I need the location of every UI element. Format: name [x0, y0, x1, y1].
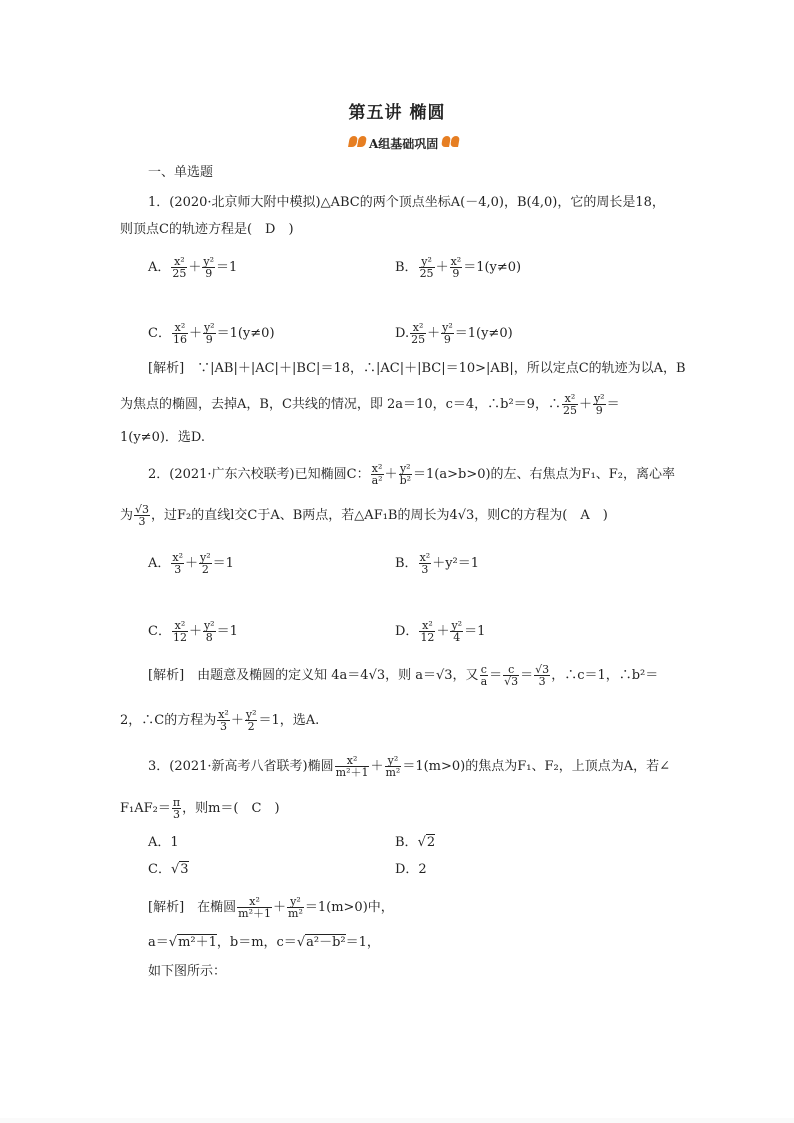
q3-stem-line1: 3．(2021·新高考八省联考)椭圆 $\frac{\text{x²}}{\text{m²＋1}}$ ＋ $\frac{\text{y²}}{\text{m²}}$ ＝1(m>0)的焦点为F₁、F₂，上顶点为A，若∠: [148, 754, 670, 779]
section-badge: [346, 133, 461, 153]
q3-solution-line3: 如下图所示：: [148, 964, 227, 979]
page-bottom-edge: [0, 1118, 794, 1123]
page-title: 第五讲 椭圆: [348, 103, 446, 123]
q3-solution-line1: [解析] 在椭圆 $\frac{\text{x²}}{\text{m²＋1}}$ ＋ $\frac{\text{y²}}{\text{m²}}$ ＝1(m>0)中，: [148, 895, 394, 920]
q3-stem-line2: F₁AF₂＝ $\frac{\pi}{3}$ ，则m＝( C ): [120, 796, 280, 821]
q3-solution-line2: a＝√m²＋1，b＝m，c＝√a²－b²＝1，: [148, 935, 380, 950]
q2-solution-line2: 2，∴C的方程为 $\frac{\text{x²}}{3}$ ＋ $\frac{\text{y²}}{2}$ ＝1，选A.: [120, 708, 320, 733]
q1-solution-line2: 为焦点的椭圆，去掉A，B，C共线的情况，即 2a＝10，c＝4，∴b²＝9，∴ $\frac{\text{x²}}{25}$ ＋ $\frac{\text{y²}}{9}$ ＝: [120, 392, 620, 417]
quote-right-icon: [439, 134, 461, 152]
badge-label: A组基础巩固: [369, 136, 439, 151]
q2-option-d: D． $\frac{\text{x²}}{12}$ ＋ $\frac{\text{y²}}{4}$ ＝1: [395, 619, 486, 644]
q1-solution-line1: [解析] ∵|AB|＋|AC|＋|BC|＝18，∴|AC|＋|BC|＝10>|AB|，所以定点C的轨迹为以A，B: [148, 361, 686, 376]
quote-left-icon: [346, 134, 368, 152]
q3-option-d: D．2: [395, 862, 427, 877]
q1-stem-line2: 则顶点C的轨迹方程是( D ): [120, 222, 294, 237]
q3-option-a: A．1: [148, 835, 179, 850]
q2-option-b: B． $\frac{\text{x²}}{3}$ ＋y²＝1: [395, 551, 480, 576]
q1-option-c: C． $\frac{\text{x²}}{16}$ ＋ $\frac{\text{y²}}{9}$ ＝1(y≠0): [148, 321, 275, 346]
q1-option-d: D. $\frac{\text{x²}}{25}$ ＋ $\frac{\text{y²}}{9}$ ＝1(y≠0): [395, 321, 513, 346]
q3-option-b: B．√2: [395, 835, 436, 850]
q2-option-c: C． $\frac{\text{x²}}{12}$ ＋ $\frac{\text{y²}}{8}$ ＝1: [148, 619, 238, 644]
section-heading: 一、单选题: [148, 165, 214, 180]
q2-stem-line1: 2．(2021·广东六校联考)已知椭圆C： $\frac{\text{x²}}{\text{a²}}$ ＋ $\frac{\text{y²}}{\text{b²}}$ ＝1(a>b>0)的左、右焦点为F₁、F₂，离心率: [148, 462, 676, 487]
q2-option-a: A． $\frac{\text{x²}}{3}$ ＋ $\frac{\text{y²}}{2}$ ＝1: [148, 551, 234, 576]
q1-stem-line1: 1．(2020·北京师大附中模拟)△ABC的两个顶点坐标A(－4,0)，B(4,0)，它的周长是18，: [148, 195, 665, 210]
q2-stem-line2: 为 $\frac{√3}{3}$ ，过F₂的直线l交C于A、B两点，若△AF₁B的周长为4√3，则C的方程为( A ): [120, 503, 608, 528]
q1-option-b: B． $\frac{\text{y²}}{25}$ ＋ $\frac{\text{x²}}{9}$ ＝1(y≠0): [395, 255, 522, 280]
q3-option-c: C．√3: [148, 862, 189, 877]
q1-option-a: A． $\frac{\text{x²}}{25}$ ＋ $\frac{\text{y²}}{9}$ ＝1: [148, 255, 238, 280]
q1-solution-line3: 1(y≠0)．选D.: [120, 430, 206, 445]
q2-solution-line1: [解析] 由题意及椭圆的定义知 4a＝4√3，则 a＝√3，又 $\frac{c}{a}$ ＝ $\frac{c}{√3}$ ＝ $\frac{√3}{3}$ ，∴c＝1，∴b²＝: [148, 663, 659, 688]
